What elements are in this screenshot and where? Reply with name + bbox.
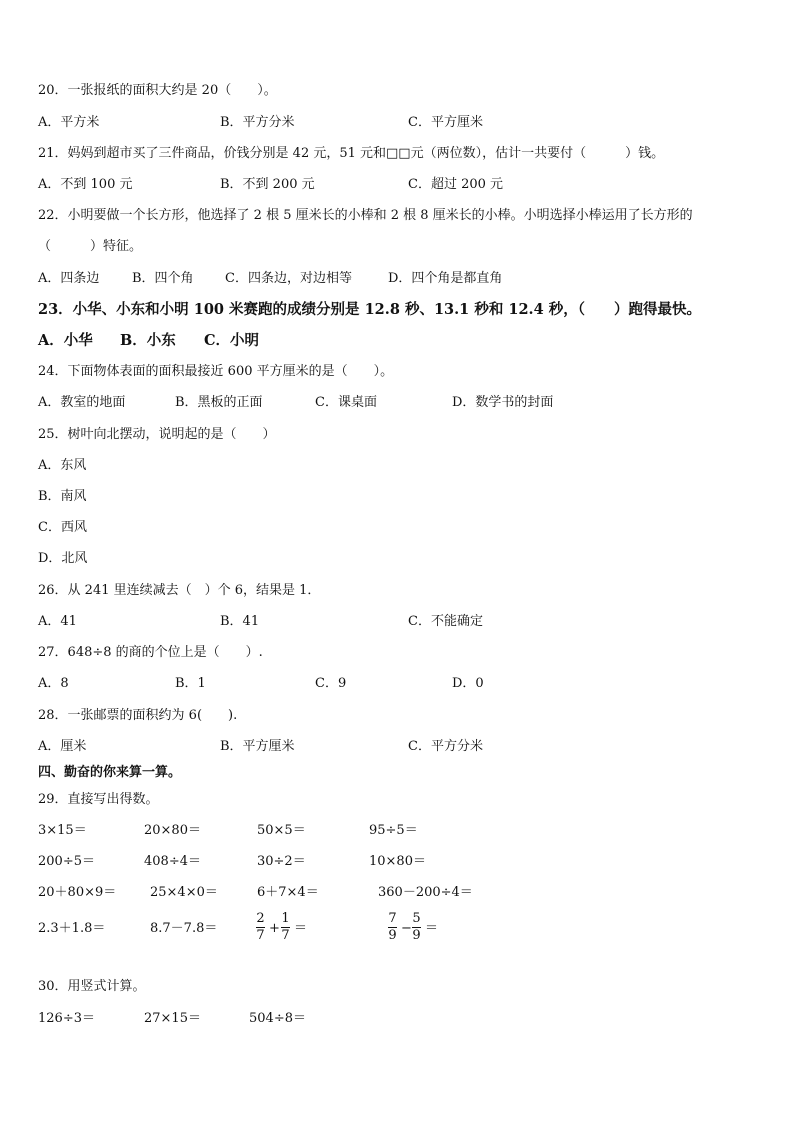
q24-option-d: D．数学书的封面 [452,395,554,410]
q28-option-c: C．平方分米 [408,739,483,754]
q27-option-a: A．8 [38,676,69,691]
q27-option-b: B．1 [175,676,206,691]
q26-option-b: B．41 [220,614,260,629]
fraction-numerator: 7 [388,911,397,926]
q22-option-a: A．四条边 [38,271,100,286]
q22-option-d: D．四个角是都直角 [388,271,503,286]
q23-option-a: A．小华 [38,332,93,349]
q27-stem: 27．648÷8 的商的个位上是（ ）. [38,645,263,660]
q25-option-b: B．南风 [38,489,87,504]
q23-stem: 23．小华、小东和小明 100 米赛跑的成绩分别是 12.8 秒、13.1 秒和 12.4 秒，（ ）跑得最快。 [38,301,701,318]
q28-option-a: A．厘米 [38,739,87,754]
q23-option-c: C．小明 [204,332,260,349]
q21-option-c: C．超过 200 元 [408,177,504,192]
q20-option-a: A．平方米 [38,115,100,130]
q21-option-b: B．不到 200 元 [220,177,315,192]
q29-stem: 29．直接写出得数。 [38,792,159,807]
q24-stem: 24．下面物体表面的面积最接近 600 平方厘米的是（ ）。 [38,364,394,379]
fraction-1-7 [281,912,290,943]
q29-r2-c3: 30÷2＝ [257,854,306,869]
fraction-numerator: 5 [412,911,421,926]
fraction-denominator: 9 [412,928,421,943]
q28-option-b: B．平方厘米 [220,739,295,754]
equals-sign: ＝ [425,921,439,936]
q29-r3-c3: 6＋7×4＝ [257,885,319,900]
q20-option-b: B．平方分米 [220,115,295,130]
q29-r4-c1: 2.3＋1.8＝ [38,921,106,936]
fraction-denominator: 9 [388,928,397,943]
q27-option-c: C．9 [315,676,347,691]
fraction-5-9 [412,912,421,943]
section-title: 四、勤奋的你来算一算。 [38,765,182,780]
q29-r1-c2: 20×80＝ [144,823,201,838]
q22-option-b: B．四个角 [132,271,194,286]
q23-option-b: B．小东 [120,332,176,349]
q25-option-a: A．东风 [38,458,87,473]
q30-item-2: 27×15＝ [144,1011,201,1026]
q26-option-a: A．41 [38,614,77,629]
q29-r1-c3: 50×5＝ [257,823,306,838]
q30-item-3: 504÷8＝ [249,1011,306,1026]
q25-stem: 25．树叶向北摆动，说明起的是（ ） [38,427,276,442]
fraction-numerator: 2 [256,911,265,926]
q25-option-c: C．西风 [38,520,87,535]
fraction-2-7 [256,912,265,943]
fraction-7-9 [388,912,397,943]
q21-stem: 21．妈妈到超市买了三件商品，价钱分别是 42 元，51 元和□□元（两位数），估计一共要付（ ）钱。 [38,146,665,161]
q30-stem: 30．用竖式计算。 [38,979,146,994]
q22-stem-line2: （ ）特征。 [38,239,143,254]
q29-r2-c2: 408÷4＝ [144,854,201,869]
q21-option-a: A．不到 100 元 [38,177,133,192]
q25-option-d: D．北风 [38,551,88,566]
fraction-numerator: 1 [281,911,290,926]
q20-option-c: C．平方厘米 [408,115,483,130]
q29-r3-c1: 20＋80×9＝ [38,885,117,900]
fraction-denominator: 7 [256,928,265,943]
q28-stem: 28．一张邮票的面积约为 6( ). [38,708,238,723]
equals-sign: ＝ [294,921,308,936]
q24-option-b: B．黑板的正面 [175,395,263,410]
q29-r3-c2: 25×4×0＝ [150,885,218,900]
q22-stem-line1: 22．小明要做一个长方形，他选择了 2 根 5 厘米长的小棒和 2 根 8 厘米长的小棒。小明选择小棒运用了长方形的 [38,208,693,223]
plus-operator: + [269,921,280,936]
minus-operator: − [401,921,412,936]
q22-option-c: C．四条边，对边相等 [225,271,352,286]
fraction-denominator: 7 [281,928,290,943]
q29-r2-c1: 200÷5＝ [38,854,95,869]
q29-r1-c4: 95÷5＝ [369,823,418,838]
q26-stem: 26．从 241 里连续减去（ ）个 6，结果是 1． [38,583,321,598]
q29-r1-c1: 3×15＝ [38,823,87,838]
q24-option-a: A．教室的地面 [38,395,126,410]
q29-r2-c4: 10×80＝ [369,854,426,869]
q20-stem: 20．一张报纸的面积大约是 20（ ）。 [38,83,277,98]
q29-r4-c2: 8.7－7.8＝ [150,921,218,936]
q27-option-d: D．0 [452,676,484,691]
q30-item-1: 126÷3＝ [38,1011,95,1026]
q24-option-c: C．课桌面 [315,395,377,410]
q26-option-c: C．不能确定 [408,614,483,629]
q29-r3-c4: 360－200÷4＝ [378,885,473,900]
